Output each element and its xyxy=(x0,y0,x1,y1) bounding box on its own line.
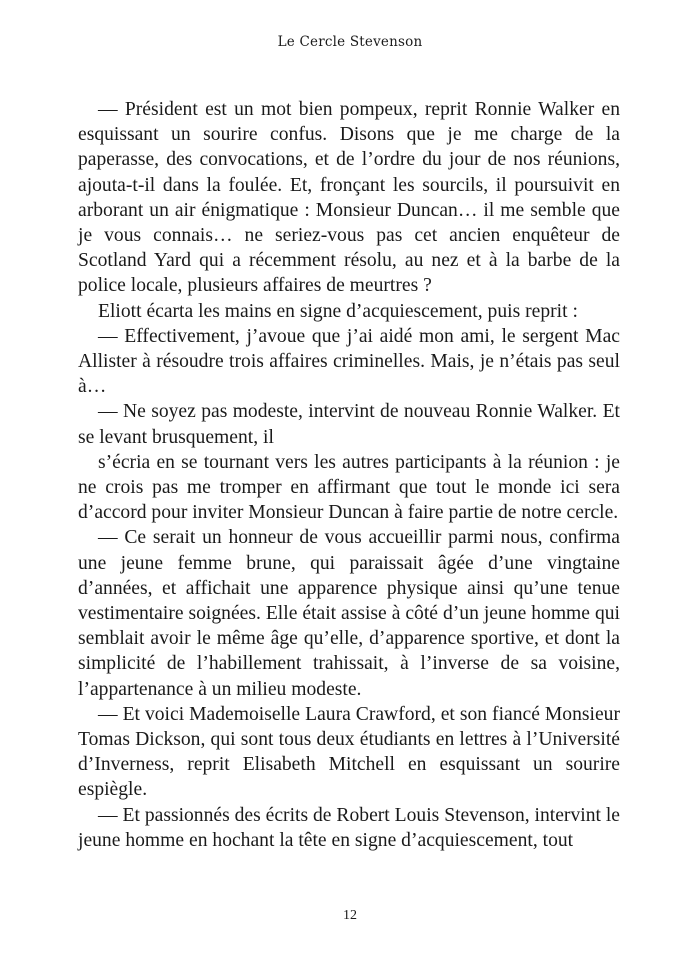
page-text xyxy=(78,97,620,853)
running-header: Le Cercle Stevenson xyxy=(277,34,423,50)
paragraph: — Ne soyez pas modeste, intervint de nouveau Ronnie Walker. Et se levant brusquement, il xyxy=(78,401,620,448)
page-number: 12 xyxy=(343,908,357,923)
paragraph: — Ce serait un honneur de vous accueillir parmi nous, confirma une jeune femme brune, qui paraissait âgée d’une vingtaine d’années, et affichait une apparence physique ainsi qu’une tenue vestimentaire soignées. Elle était assise à côté d’un jeune homme qui semblait avoir le même âge qu’elle, d’apparence sportive, et dont la simplicité de l’habillement trahissait, à l’inverse de sa voisine, l’appartenance à un milieu modeste. xyxy=(78,527,620,700)
paragraph: — Effectivement, j’avoue que j’ai aidé mon ami, le sergent Mac Allister à résoudre trois affaires criminelles. Mais, je n’étais pas seul à… xyxy=(78,325,620,398)
paragraph: — Et passionnés des écrits de Robert Louis Stevenson, intervint le jeune homme en hochant la tête en signe d’acquiescement, tout xyxy=(78,804,620,851)
paragraph: — Président est un mot bien pompeux, reprit Ronnie Walker en esquissant un sourire confus. Disons que je me charge de la paperasse, des convocations, et de l’ordre du jour de nos réunions, ajouta-t-il dans la foulée. Et, fronçant les sourcils, il poursuivit en arborant un air énigmatique : Monsieur Duncan… il me semble que je vous connais… ne seriez-vous pas cet ancien enquêteur de Scotland Yard qui a récemment résolu, au nez et à la barbe de la police locale, plusieurs affaires de meurtres ? xyxy=(78,99,620,297)
paragraph: s’écria en se tournant vers les autres participants à la réunion : je ne crois pas me tromper en affirmant que tout le monde ici sera d’accord pour inviter Monsieur Duncan à faire partie de notre cercle. xyxy=(78,451,620,524)
paragraph: Eliott écarta les mains en signe d’acquiescement, puis reprit : xyxy=(98,300,578,322)
paragraph: — Et voici Mademoiselle Laura Crawford, et son fiancé Monsieur Tomas Dickson, qui sont tous deux étudiants en lettres à l’Université d’Inverness, reprit Elisabeth Mitchell en esquissant un sourire espiègle. xyxy=(78,703,620,801)
